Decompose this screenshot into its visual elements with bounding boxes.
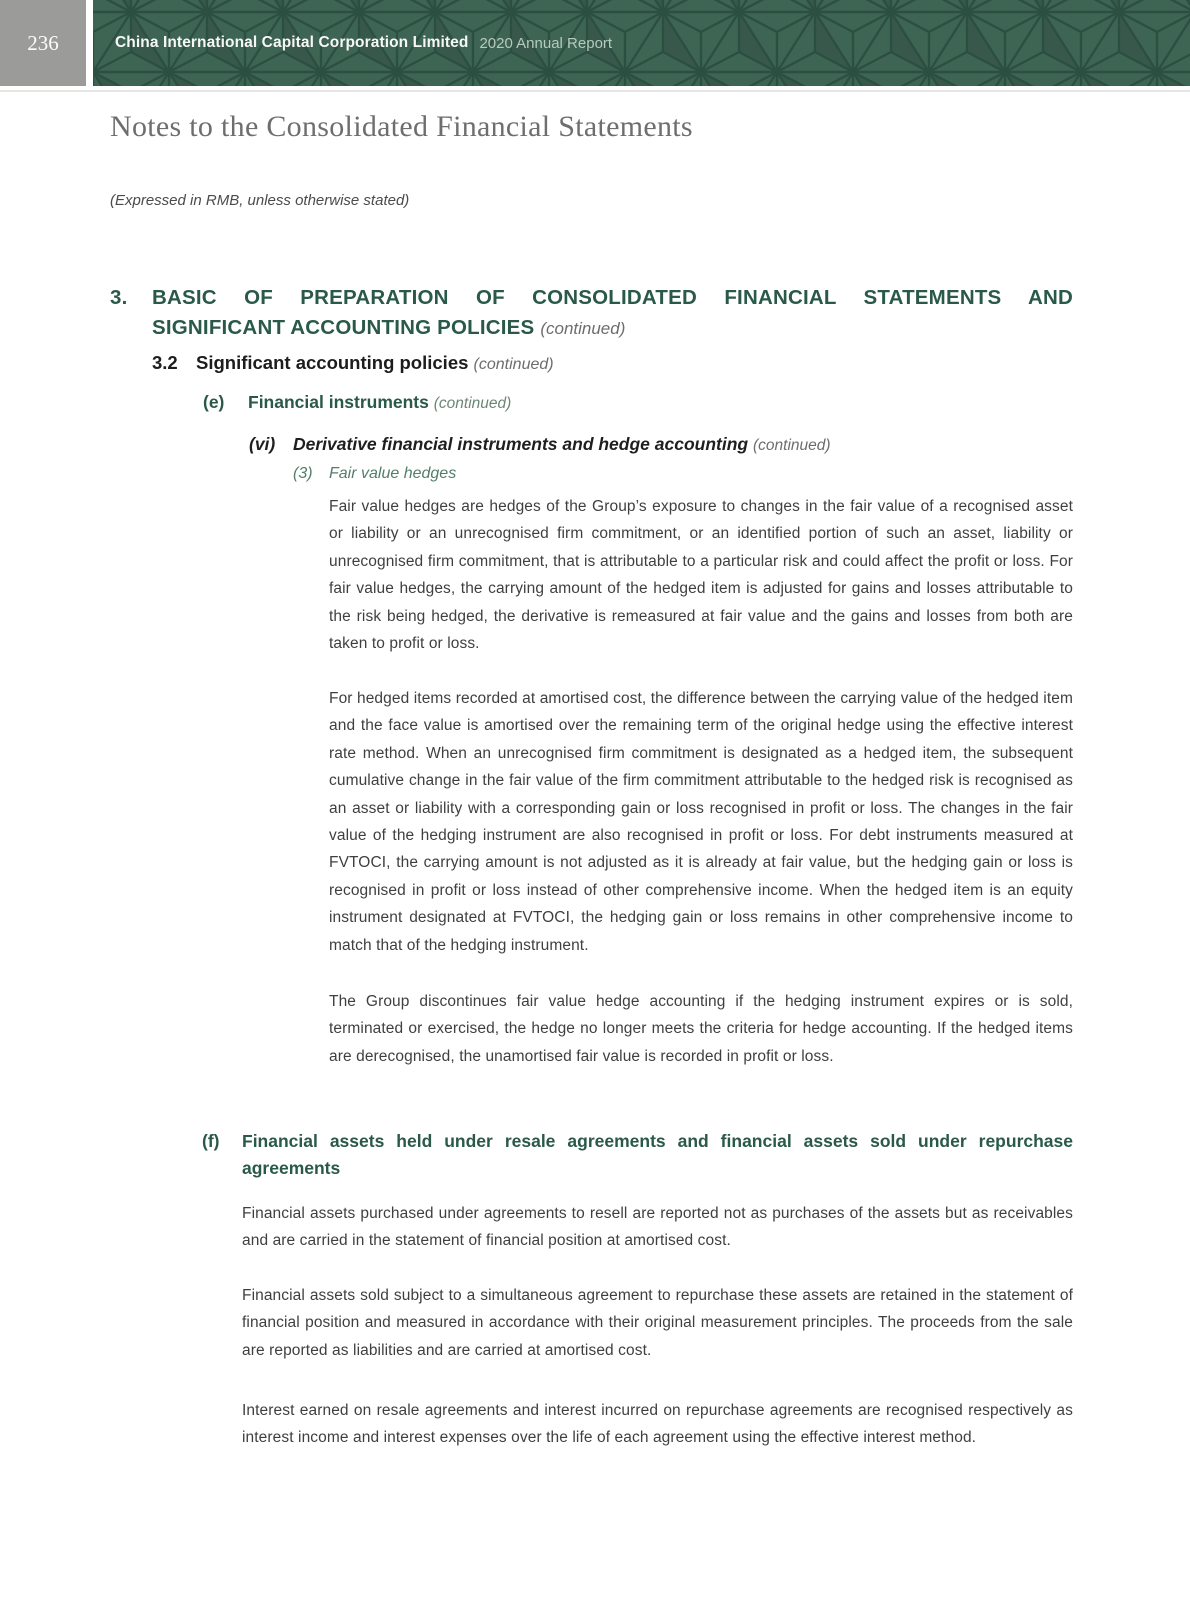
item-vi-title: Derivative financial instruments and hedge accounting [293, 434, 749, 454]
item-vi-heading [249, 434, 831, 455]
report-name: 2020 Annual Report [479, 34, 613, 52]
continued-label: (continued) [433, 395, 512, 412]
section-3-2-heading [152, 352, 554, 374]
header-banner [93, 0, 1190, 86]
continued-label: (continued) [473, 356, 554, 373]
company-name: China International Capital Corporation Limited [115, 34, 469, 51]
paragraph: Interest earned on resale agreements and interest incurred on repurchase agreements are recognised respectively as interest income and interest expenses over the life of each agreement using the effective interest method. [242, 1402, 1073, 1447]
continued-label: (continued) [752, 437, 831, 454]
item-e-heading [203, 392, 511, 413]
section-3-number: 3. [110, 286, 128, 309]
item-f-number: (f) [202, 1131, 220, 1151]
item-f-heading-line1: Financial assets held under resale agreements and financial assets sold under repurchase [242, 1131, 1073, 1151]
item-3-title: Fair value hedges [329, 465, 457, 482]
section-3-2-title: Significant accounting policies [196, 352, 469, 373]
header-divider [0, 90, 1190, 92]
item-3-number: (3) [293, 465, 313, 482]
paragraph: For hedged items recorded at amortised cost, the difference between the carrying value of the hedged item and the face value is amortised over the remaining term of the original hedge using the effective interest rate method. When an unrecognised firm commitment is designated as a hedged item, the subsequent cumulative change in the fair value of the firm commitment attributable to the hedged risk is recognised as an asset or liability with a corresponding gain or loss recognised in profit or loss. The changes in the fair value of the hedging instrument are also recognised in profit or loss. For debt instruments measured at FVTOCI, the carrying amount is not adjusted as it is already at fair value, but the hedging gain or loss is recognised in profit or loss instead of other comprehensive income. When the hedged item is an equity instrument designated at FVTOCI, the hedging gain or loss remains in other comprehensive income to match that of the hedging instrument. [329, 690, 1073, 954]
item-e-number: (e) [203, 392, 225, 412]
banner-text [93, 0, 1190, 86]
section-3-2-number: 3.2 [152, 352, 178, 373]
item-vi-number: (vi) [249, 434, 276, 454]
currency-note: (Expressed in RMB, unless otherwise stated) [110, 192, 410, 209]
section-3-heading [110, 283, 1073, 344]
item-f-heading-line2: agreements [242, 1158, 341, 1178]
paragraph: Financial assets purchased under agreements to resell are reported not as purchases of the assets but as receivables and are carried in the statement of financial position at amortised cost. [242, 1205, 1073, 1250]
document-title: Notes to the Consolidated Financial Statements [110, 110, 693, 143]
section-3-heading-line1: BASIC OF PREPARATION OF CONSOLIDATED FINANCIAL STATEMENTS AND [152, 286, 1073, 309]
section-3-heading-line2: SIGNIFICANT ACCOUNTING POLICIES [152, 316, 535, 339]
page-number-box [0, 0, 86, 86]
item-f-heading [202, 1128, 1073, 1182]
paragraph: Financial assets sold subject to a simultaneous agreement to repurchase these assets are retained in the statement of financial position and measured in accordance with their original measurement principles. The proceeds from the sale are reported as liabilities and are carried at amortised cost. [242, 1287, 1073, 1359]
paragraph: Fair value hedges are hedges of the Group’s exposure to changes in the fair value of a recognised asset or liability or an unrecognised firm commitment, or an identified portion of such an asset, liability or unrecognised firm commitment, that is attributable to a particular risk and could affect the profit or loss. For fair value hedges, the carrying amount of the hedged item is adjusted for gains and losses attributable to the risk being hedged, the derivative is remeasured at fair value and the gains and losses from both are taken to profit or loss. [329, 498, 1073, 653]
item-e-title: Financial instruments [248, 392, 429, 412]
page-number: 236 [27, 30, 59, 55]
item-3-heading [293, 465, 456, 483]
continued-label: (continued) [540, 319, 626, 338]
paragraph: The Group discontinues fair value hedge accounting if the hedging instrument expires or is sold, terminated or exercised, the hedge no longer meets the criteria for hedge accounting. If the hedged items are derecognised, the unamortised fair value is recorded in profit or loss. [329, 993, 1073, 1065]
